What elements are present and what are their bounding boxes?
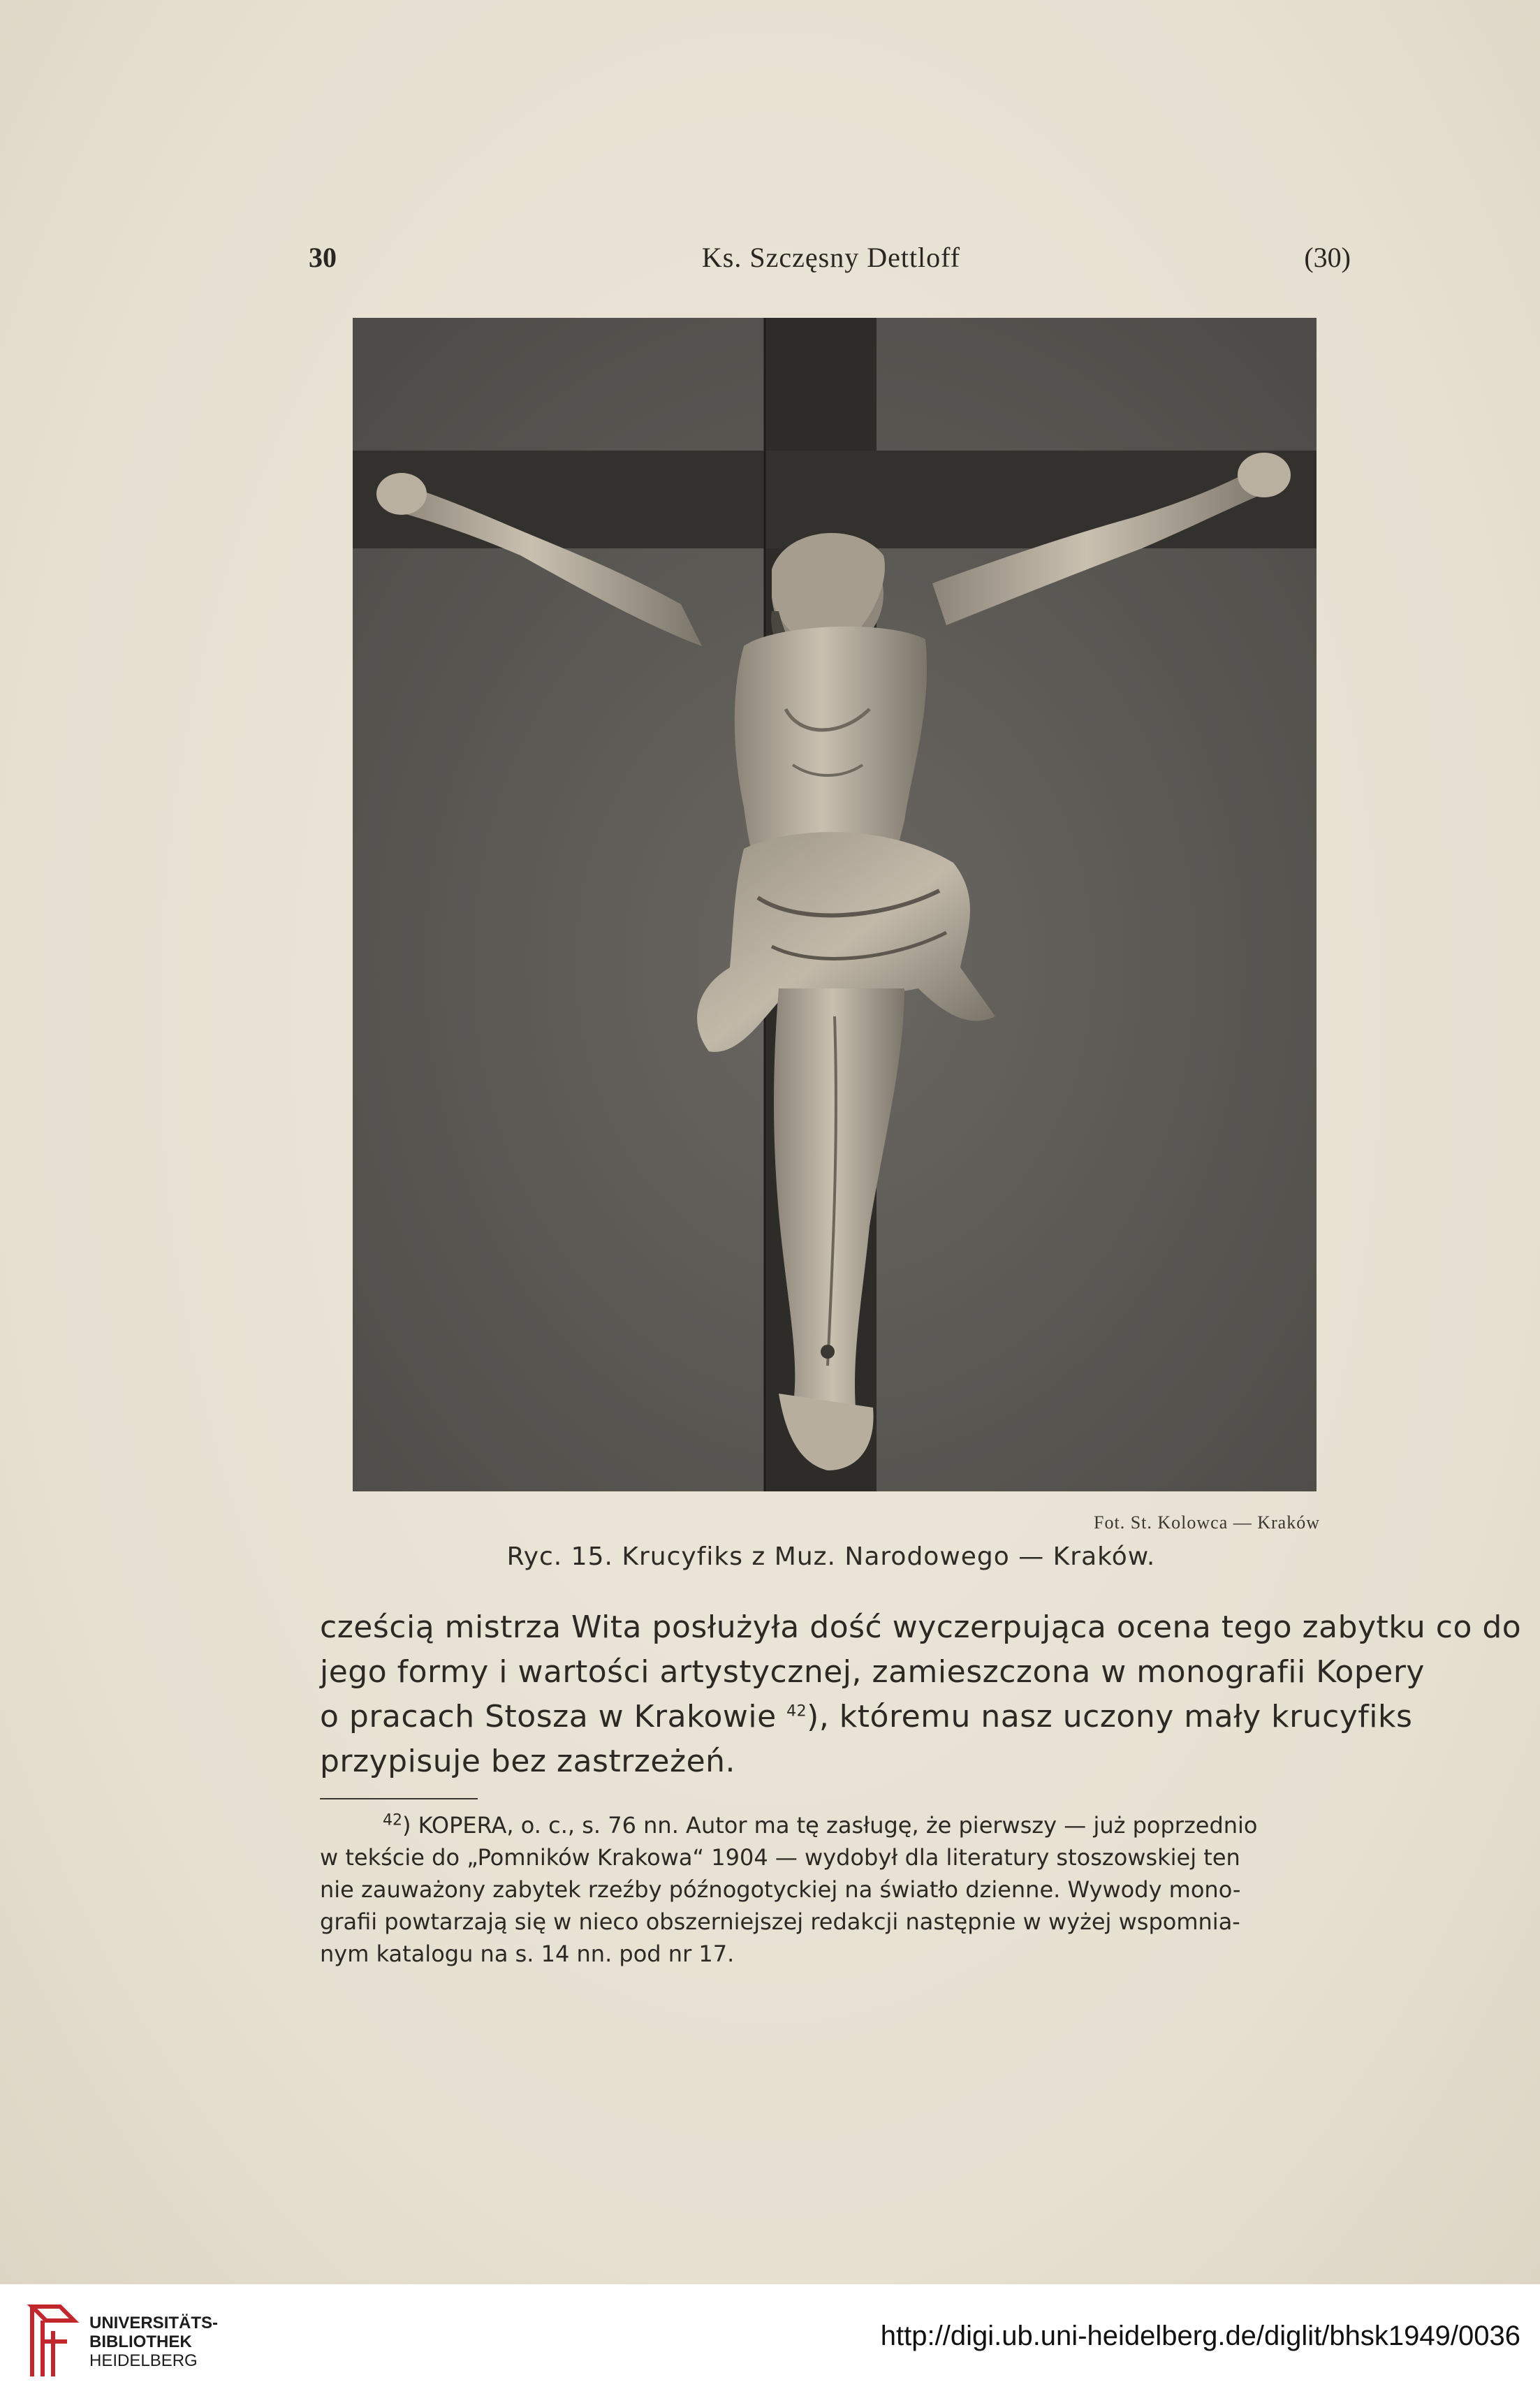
footnote-line — [320, 1809, 1367, 1841]
footnote-reference: 42 — [786, 1702, 807, 1721]
footnote-divider — [320, 1798, 478, 1799]
footnote-text: ) KOPERA, o. c., s. 76 nn. Autor ma tę zasługę, że pierwszy — już poprzednio — [402, 1812, 1258, 1839]
page-number: 30 — [309, 242, 337, 273]
library-name-line: BIBLIOTHEK — [89, 2332, 192, 2351]
footnote-marker: 42 — [383, 1811, 402, 1829]
library-logo-icon — [18, 2300, 81, 2383]
permalink-url[interactable]: http://digi.ub.uni-heidelberg.de/diglit/bhsk1949/0036 — [880, 2321, 1520, 2351]
footnote-line: grafii powtarzają się w nieco obszerniejszej redakcji następnie w wyżej wspomnia- — [320, 1908, 1240, 1935]
body-line: jego formy i wartości artystycznej, zamieszczona w monografii Kopery — [320, 1654, 1425, 1690]
crucifix-photograph — [353, 318, 1317, 1491]
figure-caption: Ryc. 15. Krucyfiks z Muz. Narodowego — Kraków. — [506, 1542, 1156, 1571]
page-header — [300, 241, 1362, 283]
body-line — [320, 1695, 1413, 1739]
body-line: cześcią mistrza Wita posłużyła dość wyczerpująca ocena tego zabytku co do — [320, 1609, 1522, 1645]
bracket-page-number: (30) — [1304, 242, 1351, 273]
footnote-line: w tekście do „Pomników Krakowa“ 1904 — wydobył dla literatury stoszowskiej ten — [320, 1844, 1240, 1871]
body-line-text: o pracach Stosza w Krakowie — [320, 1699, 777, 1734]
body-paragraph — [320, 1605, 1522, 1784]
library-name-line: HEIDELBERG — [89, 2351, 198, 2370]
body-line: przypisuje bez zastrzeżeń. — [320, 1744, 736, 1779]
running-title: Ks. Szczęsny Dettloff — [701, 242, 961, 273]
footnote — [320, 1809, 1367, 1970]
library-name — [89, 2314, 218, 2370]
library-name-line: UNIVERSITÄTS- — [89, 2314, 219, 2332]
photo-credit: Fot. St. Kolowca — Kraków — [1094, 1512, 1320, 1533]
crucifix-image — [353, 318, 1317, 1491]
footnote-line: nym katalogu na s. 14 nn. pod nr 17. — [320, 1941, 735, 1967]
viewer-footer — [0, 2284, 1540, 2396]
footnote-line: nie zauważony zabytek rzeźby późnogotyckiej na światło dzienne. Wywody mono- — [320, 1876, 1241, 1903]
body-line-text: ), któremu nasz uczony mały krucyfiks — [807, 1699, 1413, 1734]
